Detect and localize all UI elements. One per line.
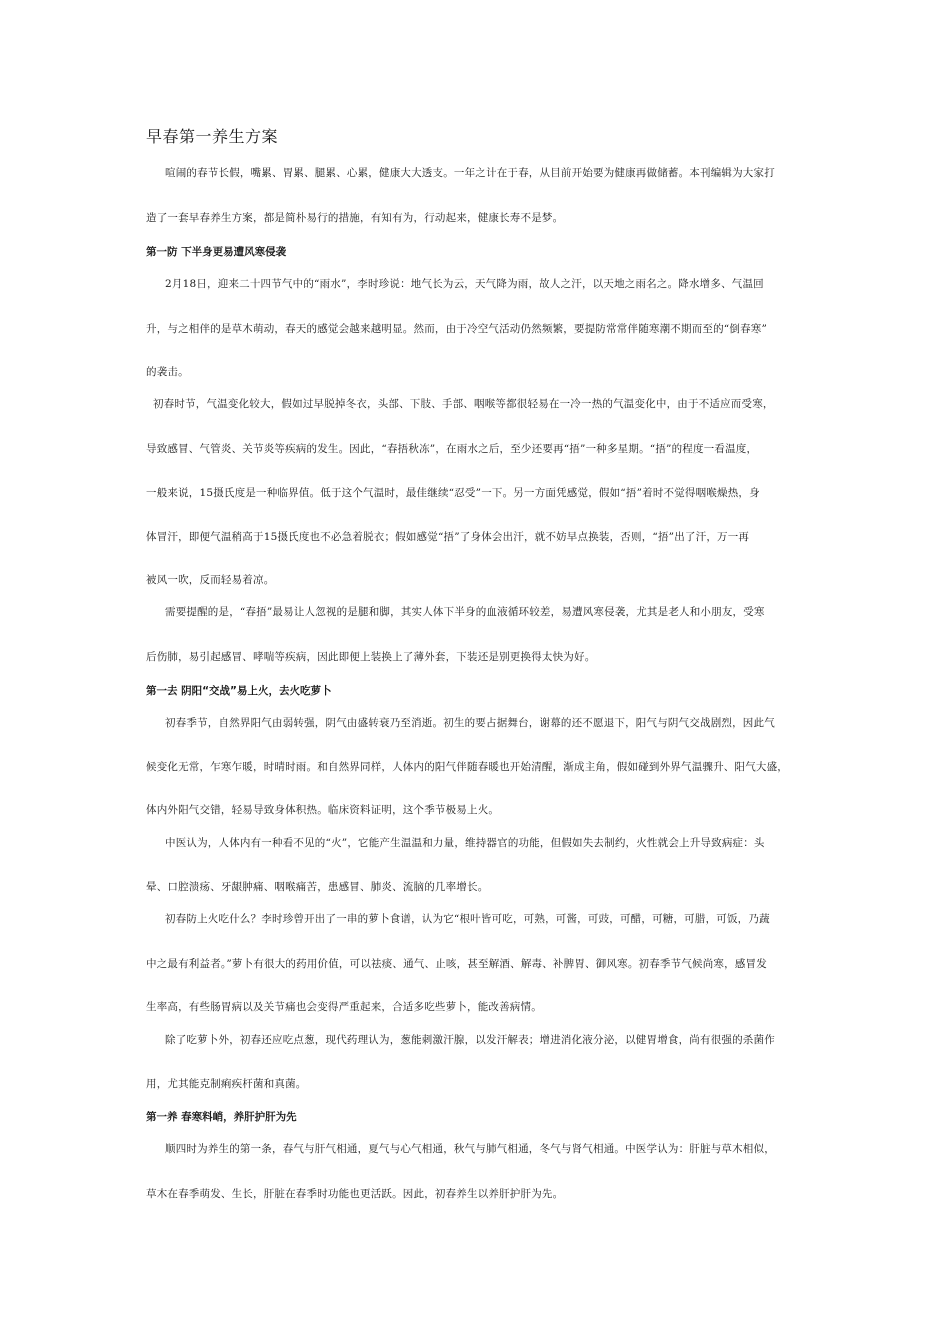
paragraph-line: 除了吃萝卜外，初春还应吃点葱，现代药理认为，葱能刺激汗腺，以发汗解表；增进消化液分泌，以健胃增食，尚有很强的杀菌作 (165, 1034, 775, 1046)
paragraph-line: 2月18日，迎来二十四节气中的“雨水”，李时珍说：地气长为云，天气降为雨，故人之汗，以天地之雨名之。降水增多、气温回 (165, 278, 764, 290)
section-heading: 第一养 春寒料峭，养肝护肝为先 (146, 1111, 297, 1123)
paragraph-line: 需要提醒的是，“春捂”最易让人忽视的是腿和脚，其实人体下半身的血液循环较差，易遭风寒侵袭，尤其是老人和小朋友，受寒 (165, 606, 765, 618)
paragraph-line: 体冒汗，即便气温稍高于15摄氏度也不必急着脱衣；假如感觉“捂”了身体会出汗，就不妨早点换装，否则，“捂”出了汗，万一再 (146, 531, 750, 543)
paragraph-line: 一般来说，15摄氏度是一种临界值。低于这个气温时，最佳继续“忍受”一下。另一方面凭感觉，假如“捂”着时不觉得咽喉燥热，身 (146, 487, 760, 499)
paragraph-line: 喧闹的春节长假，嘴累、胃累、腿累、心累，健康大大透支。一年之计在于春，从目前开始要为健康再做储蓄。本刊编辑为大家打 (165, 167, 775, 179)
paragraph-line: 后伤肺，易引起感冒、哮喘等疾病，因此即便上装换上了薄外套，下装还是别更换得太快为好。 (146, 651, 596, 663)
paragraph-line: 用，尤其能克制痢疾杆菌和真菌。 (146, 1078, 307, 1090)
paragraph-line: 生率高，有些肠胃病以及关节痛也会变得严重起来，合适多吃些萝卜，能改善病情。 (146, 1001, 542, 1013)
section-heading: 第一防 下半身更易遭风寒侵袭 (146, 246, 287, 258)
paragraph-line: 初春时节，气温变化较大，假如过早脱掉冬衣，头部、下肢、手部、咽喉等都很轻易在一冷一热的气温变化中，由于不适应而受寒， (153, 398, 774, 410)
paragraph-line: 升，与之相伴的是草木萌动，春天的感觉会越来越明显。然而，由于冷空气活动仍然频繁，要提防常常伴随寒潮不期而至的“倒春寒” (146, 323, 768, 335)
paragraph-line: 中之最有利益者。”萝卜有很大的药用价值，可以祛痰、通气、止咳，甚至解酒、解毒、补脾胃、御风寒。初春季节气候尚寒，感冒发 (146, 958, 767, 970)
paragraph-line: 草木在春季萌发、生长，肝脏在春季时功能也更活跃。因此，初春养生以养肝护肝为先。 (146, 1188, 564, 1200)
section-heading: 第一去 阴阳“交战”易上火，去火吃萝卜 (146, 685, 332, 697)
paragraph-line: 晕、口腔溃疡、牙龈肿痛、咽喉痛苦，患感冒、肺炎、流脑的几率增长。 (146, 881, 489, 893)
paragraph-line: 顺四时为养生的第一条，春气与肝气相通，夏气与心气相通，秋气与肺气相通，冬气与肾气相通。中医学认为：肝脏与草木相似， (165, 1143, 775, 1155)
paragraph-line: 被风一吹，反而轻易着凉。 (146, 574, 275, 586)
paragraph-line: 体内外阳气交错，轻易导致身体积热。临床资料证明，这个季节极易上火。 (146, 804, 500, 816)
paragraph-line: 初春防上火吃什么？李时珍曾开出了一串的萝卜食谱，认为它“根叶皆可吃，可熟，可酱，可豉，可醋，可糖，可腊，可饭，乃蔬 (165, 913, 770, 925)
paragraph-line: 造了一套早春养生方案，都是简朴易行的措施，有知有为，行动起来，健康长寿不是梦。 (146, 212, 564, 224)
paragraph-line: 中医认为，人体内有一种看不见的“火”，它能产生温温和力量，维持器官的功能，但假如失去制约，火性就会上升导致病症：头 (165, 837, 765, 849)
paragraph-line: 导致感冒、气管炎、关节炎等疾病的发生。因此，“春捂秋冻”，在雨水之后，至少还要再“捂”一种多星期。“捂”的程度一看温度， (146, 443, 758, 455)
page-title: 早春第一养生方案 (146, 127, 279, 146)
paragraph-line: 初春季节，自然界阳气由弱转强，阴气由盛转衰乃至消逝。初生的要占据舞台，谢幕的还不愿退下，阳气与阴气交战剧烈，因此气 (165, 717, 775, 729)
paragraph-line: 候变化无常，乍寒乍暖，时晴时雨。和自然界同样，人体内的阳气伴随春暖也开始清醒，渐成主角，假如碰到外界气温骤升、阳气大盛， (146, 761, 788, 773)
paragraph-line: 的袭击。 (146, 366, 189, 378)
